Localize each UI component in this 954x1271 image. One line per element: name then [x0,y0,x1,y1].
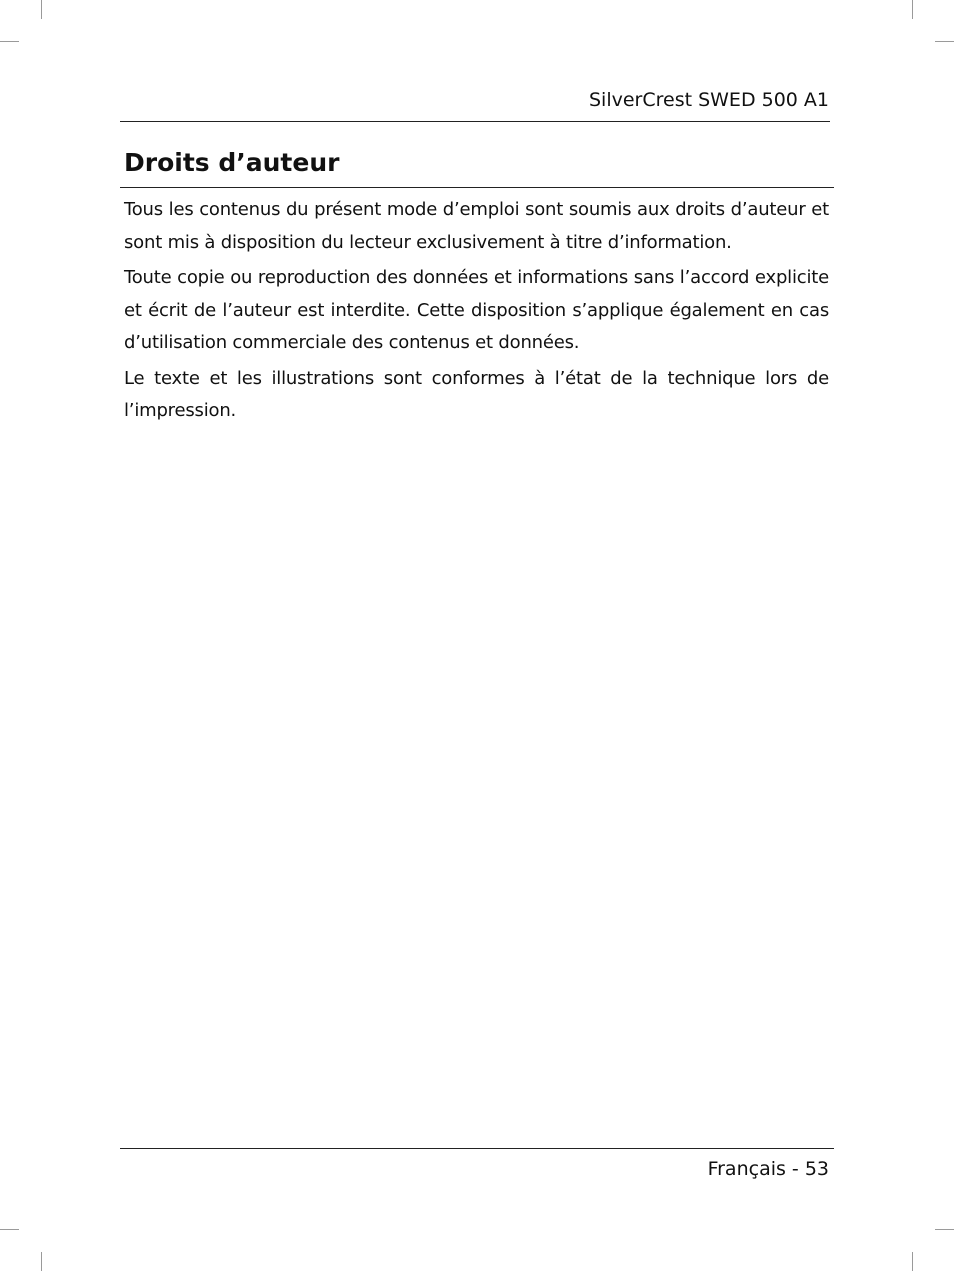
crop-mark-bottom-left-vertical [41,1252,42,1271]
section-title: Droits d’auteur [124,148,340,177]
paragraph-copyright-notice: Tous les contenus du présent mode d’emploi sont soumis aux droits d’auteur et sont mis à disposition du lecteur exclusivement à titre d’information. [124,199,829,253]
crop-mark-bottom-left-horizontal [0,1229,19,1230]
footer-page-label: Français - 53 [707,1158,829,1180]
section-title-rule [120,187,834,188]
crop-mark-top-left-vertical [41,0,42,19]
crop-mark-bottom-right-vertical [912,1252,913,1271]
crop-mark-bottom-right-horizontal [935,1229,954,1230]
crop-mark-top-left-horizontal [0,41,19,42]
header-rule [120,121,830,122]
footer-rule [120,1148,834,1149]
paragraph-technical-state: Le texte et les illustrations sont conformes à l’état de la technique lors de l’impression. [124,367,829,421]
header-product-name: SilverCrest SWED 500 A1 [588,89,829,111]
section-body [124,194,829,431]
paragraph-copy-prohibition: Toute copie ou reproduction des données et informations sans l’accord explicite et écrit de l’auteur est interdite. Cette disposition s’applique également en cas d’utilisation commerciale des contenus et données. [124,267,829,353]
crop-mark-top-right-horizontal [935,41,954,42]
crop-mark-top-right-vertical [912,0,913,19]
